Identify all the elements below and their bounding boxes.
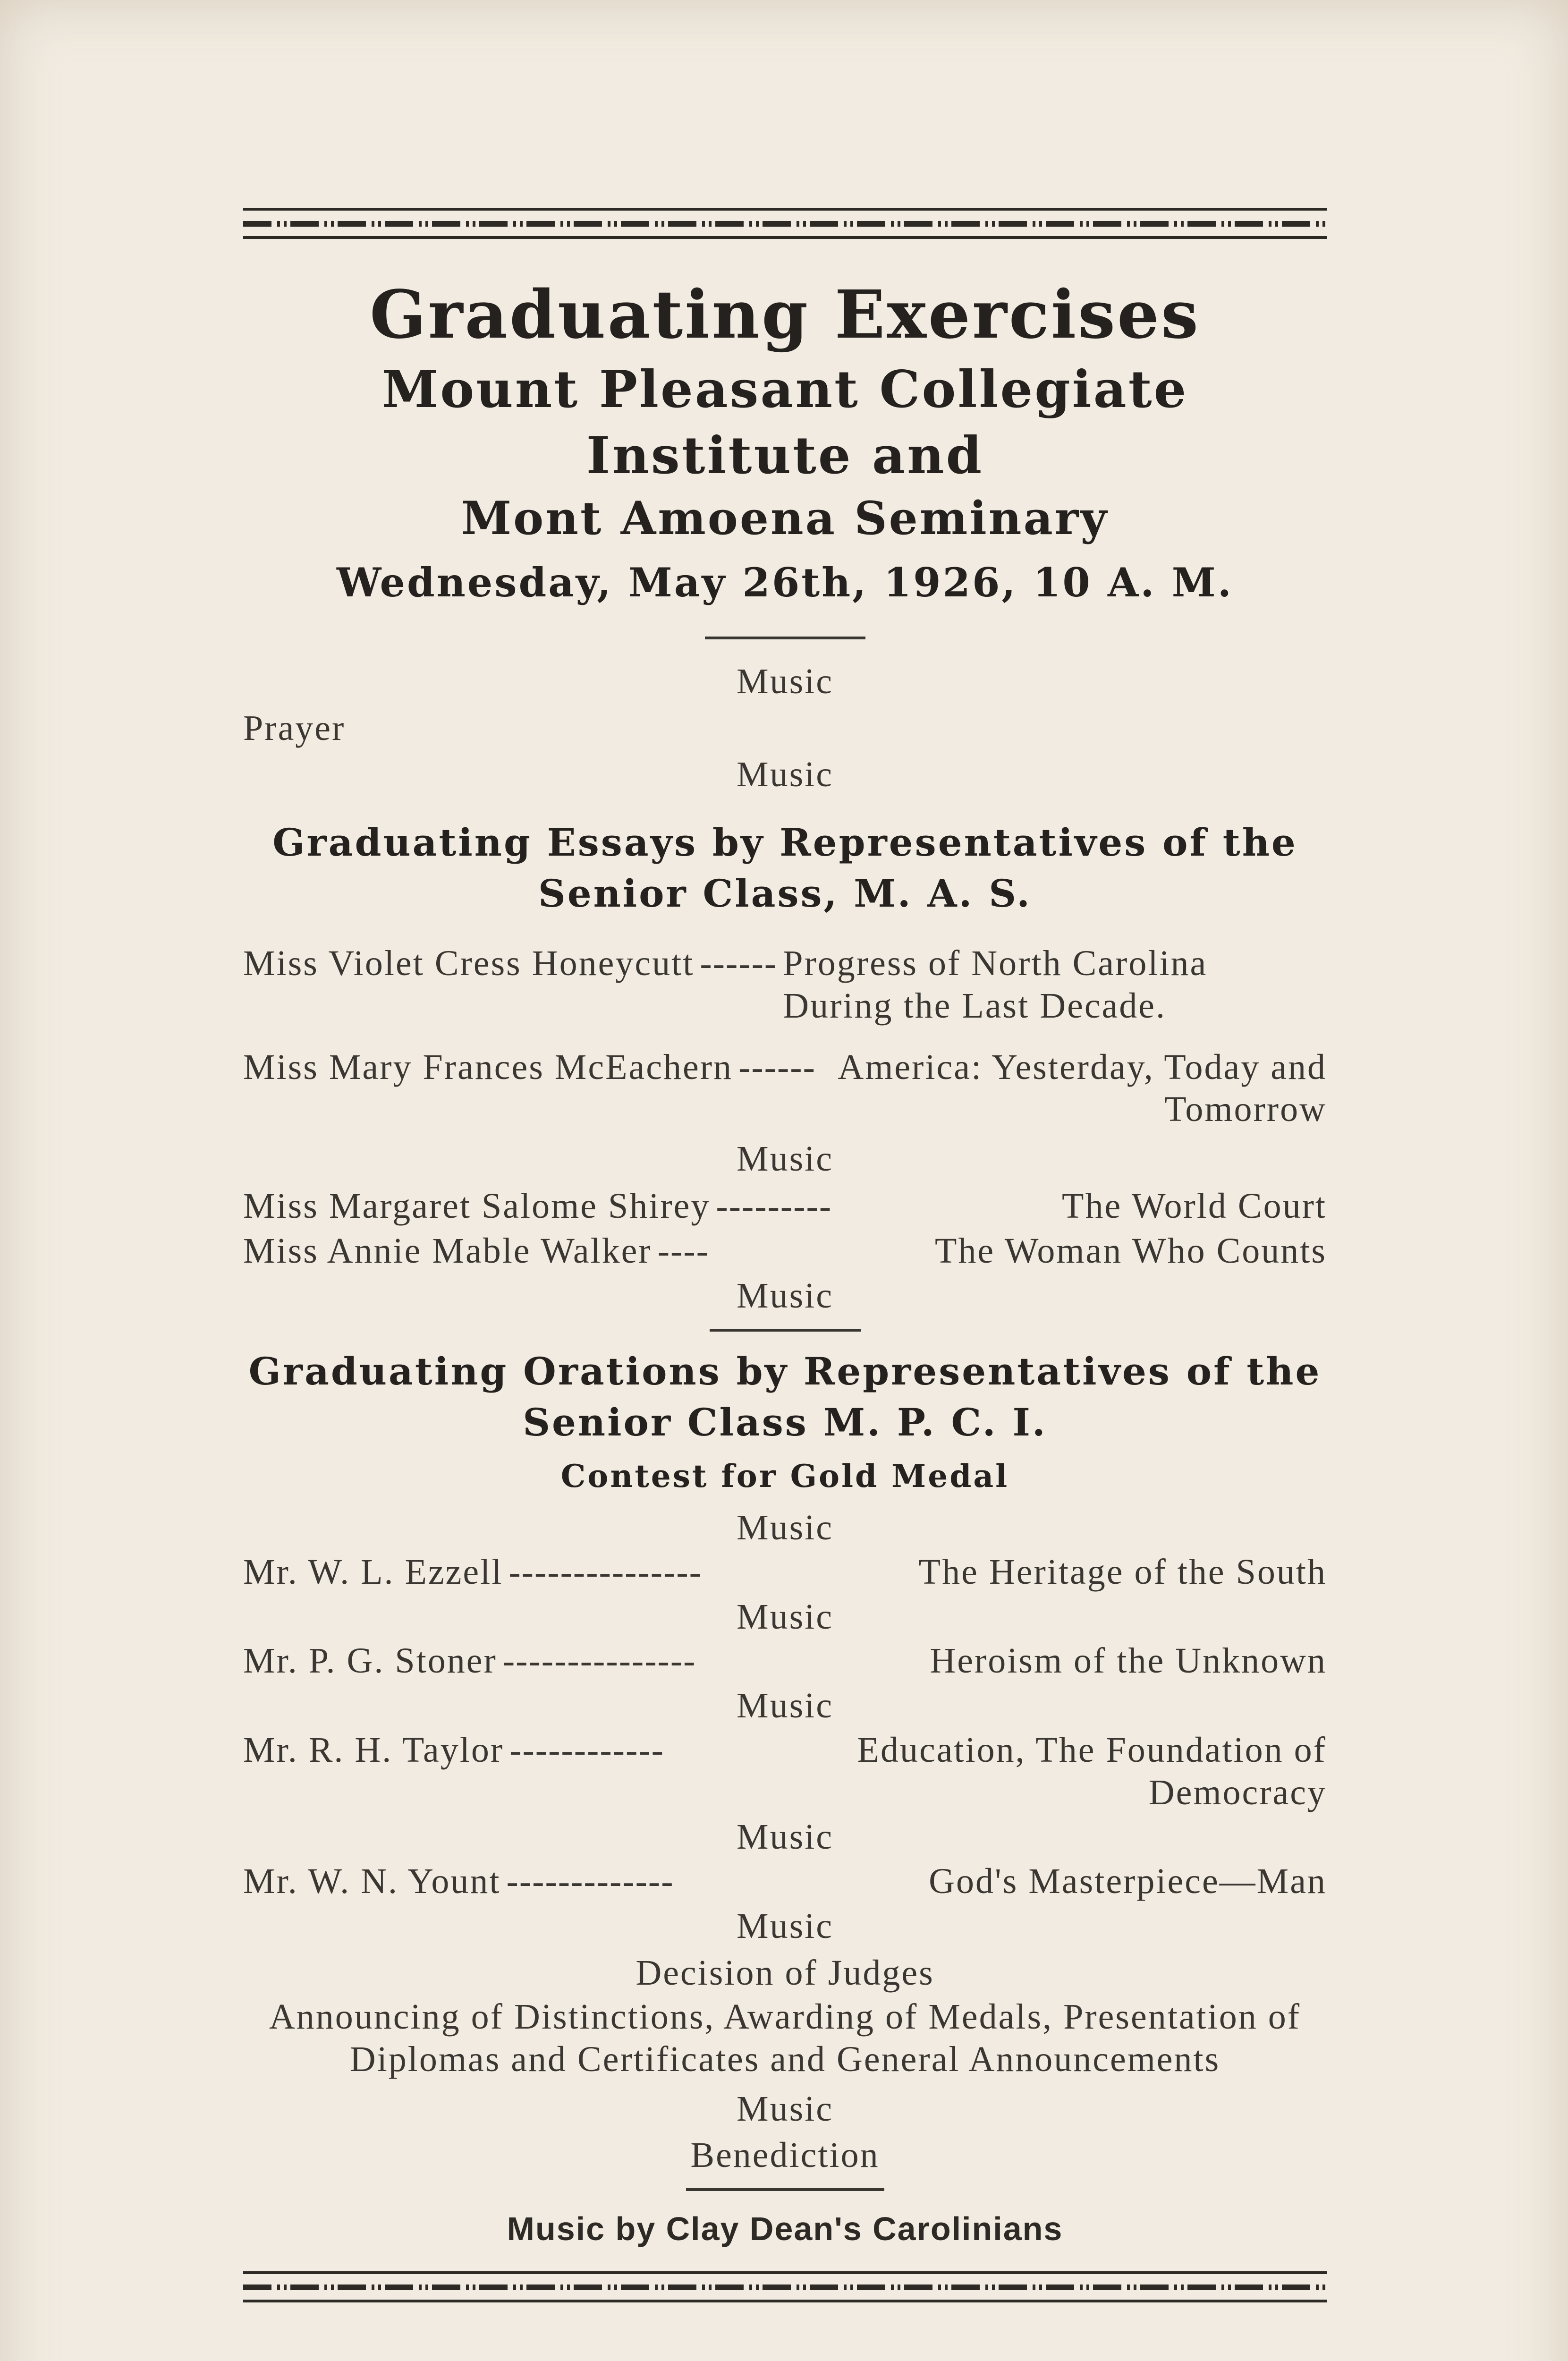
oration-topic: The Heritage of the South (918, 1552, 1327, 1592)
essays-heading: Graduating Essays by Representatives of the (272, 820, 1297, 865)
essay-topic: The World Court (1062, 1186, 1327, 1226)
speaker-name: Mr. R. H. Taylor (243, 1730, 504, 1770)
divider (705, 637, 865, 639)
dot-leader: --------------- (502, 1641, 696, 1681)
dot-leader: ---- (657, 1231, 709, 1271)
speaker-name: Mr. W. N. Yount (243, 1861, 501, 1902)
orations-heading: Graduating Orations by Representatives of the (248, 1349, 1322, 1393)
music-item: Music (737, 1508, 833, 1548)
speaker-name: Miss Mary Frances McEachern (243, 1047, 733, 1087)
speaker-name: Miss Violet Cress Honeycutt (243, 943, 695, 984)
dot-leader: ------------ (509, 1730, 664, 1770)
orations-subtitle: Contest for Gold Medal (560, 1457, 1009, 1495)
essays-heading-class: Senior Class, M. A. S. (538, 871, 1032, 916)
judges-decision: Decision of Judges (636, 1953, 934, 1993)
essay-topic: Progress of North Carolina During the Last Decade. (783, 943, 1208, 1026)
rule-line (243, 236, 1327, 239)
program-row (243, 1640, 1327, 1682)
program-title: Graduating Exercises (370, 276, 1200, 354)
essay-topic: The Woman Who Counts (934, 1231, 1327, 1271)
top-ornamental-rule (243, 208, 1327, 241)
dot-leader: --------- (716, 1186, 832, 1226)
music-item: Music (737, 755, 833, 795)
music-item: Music (737, 661, 833, 701)
music-item: Music (737, 1275, 833, 1316)
essay-topic: America: Yesterday, Today and Tomorrow (838, 1047, 1327, 1130)
benediction-item: Benediction (690, 2135, 880, 2175)
music-item: Music (737, 1906, 833, 1946)
dot-leader: ------ (738, 1047, 816, 1087)
speaker-name: Mr. W. L. Ezzell (243, 1552, 503, 1592)
program-row (243, 943, 1327, 1027)
rule-line (243, 2300, 1327, 2302)
bottom-ornamental-rule (243, 2271, 1327, 2304)
prayer-item: Prayer (243, 708, 346, 748)
rule-ornament (243, 221, 1327, 227)
program-row (243, 1729, 1327, 1814)
program-row (243, 1230, 1327, 1273)
dot-leader: ------ (700, 943, 778, 984)
program-row (243, 1551, 1327, 1594)
speaker-name: Mr. P. G. Stoner (243, 1641, 497, 1681)
oration-topic: Education, The Foundation of Democracy (857, 1730, 1327, 1812)
music-item: Music (737, 1817, 833, 1857)
rule-line (243, 2271, 1327, 2274)
oration-topic: Heroism of the Unknown (930, 1641, 1327, 1681)
music-credit: Music by Clay Dean's Carolinians (507, 2210, 1063, 2248)
divider (686, 2188, 884, 2191)
speaker-name: Miss Margaret Salome Shirey (243, 1186, 711, 1226)
orations-heading-class: Senior Class M. P. C. I. (523, 1400, 1047, 1444)
institution-line-2: Mont Amoena Seminary (461, 491, 1109, 545)
music-item: Music (737, 1686, 833, 1726)
dot-leader: --------------- (509, 1552, 702, 1592)
program-row (243, 1860, 1327, 1903)
announcements-item: Announcing of Distinctions, Awarding of Medals, Presentation of Diplomas and Certificates and General Announcements (269, 1997, 1301, 2079)
divider (710, 1329, 861, 1332)
dot-leader: ------------- (506, 1861, 674, 1902)
oration-topic: God's Masterpiece—Man (929, 1861, 1327, 1902)
institution-line-1: Mount Pleasant Collegiate Institute and (381, 360, 1188, 486)
program-row (243, 1185, 1327, 1228)
program-content (243, 208, 1327, 2304)
rule-ornament (243, 2285, 1327, 2290)
event-date: Wednesday, May 26th, 1926, 10 A. M. (337, 559, 1233, 606)
music-item: Music (737, 1138, 833, 1179)
music-item: Music (737, 1597, 833, 1637)
music-item: Music (737, 2089, 833, 2129)
speaker-name: Miss Annie Mable Walker (243, 1231, 652, 1271)
rule-line (243, 208, 1327, 211)
program-row (243, 1046, 1327, 1131)
